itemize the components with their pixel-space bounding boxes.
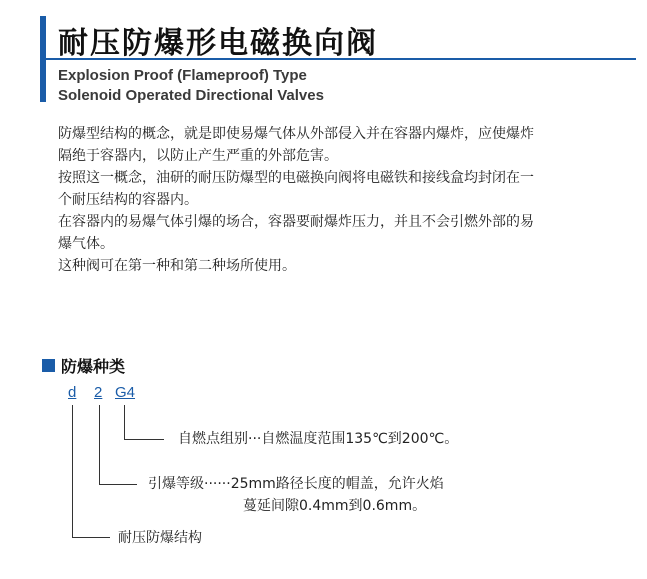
section-bullet-icon [42, 359, 55, 372]
intro-line: 爆气体。 [58, 236, 114, 252]
code-char-d: d [68, 384, 77, 401]
connector-d-vertical [72, 405, 73, 538]
connector-g4-horizontal [124, 439, 164, 440]
g4-description: 自燃点组别···自燃温度范围135℃到200℃。 [178, 431, 459, 447]
connector-g4-vertical [124, 405, 125, 440]
intro-text [58, 123, 636, 277]
connector-2-vertical [99, 405, 100, 485]
intro-line: 这种阀可在第一种和第二种场所使用。 [58, 258, 296, 274]
intro-line: 个耐压结构的容器内。 [58, 192, 198, 208]
two-description-line-2: 蔓延间隙0.4mm到0.6mm。 [243, 498, 427, 514]
subtitle-line-1: Explosion Proof (Flameproof) Type [58, 67, 307, 84]
page-title: 耐压防爆形电磁换向阀 [58, 26, 378, 61]
code-char-2: 2 [94, 384, 103, 401]
intro-line: 防爆型结构的概念，就是即使易爆气体从外部侵入并在容器内爆炸，应使爆炸 [58, 126, 534, 142]
two-description-line-1: 引爆等级······25mm路径长度的帽盖，允许火焰 [148, 476, 444, 492]
page-subtitle-en [58, 66, 324, 106]
connector-2-horizontal [99, 484, 137, 485]
intro-line: 在容器内的易爆气体引爆的场合，容器要耐爆炸压力，并且不会引燃外部的易 [58, 214, 534, 230]
section-heading [42, 354, 125, 377]
intro-line: 按照这一概念，油研的耐压防爆型的电磁换向阀将电磁铁和接线盒均封闭在一 [58, 170, 534, 186]
d-description: 耐压防爆结构 [118, 530, 202, 546]
intro-line: 隔绝于容器内，以防止产生严重的外部危害。 [58, 148, 338, 164]
connector-d-horizontal [72, 537, 110, 538]
section-title: 防爆种类 [61, 357, 126, 376]
code-char-g4: G4 [115, 384, 136, 401]
subtitle-line-2: Solenoid Operated Directional Valves [58, 87, 324, 104]
